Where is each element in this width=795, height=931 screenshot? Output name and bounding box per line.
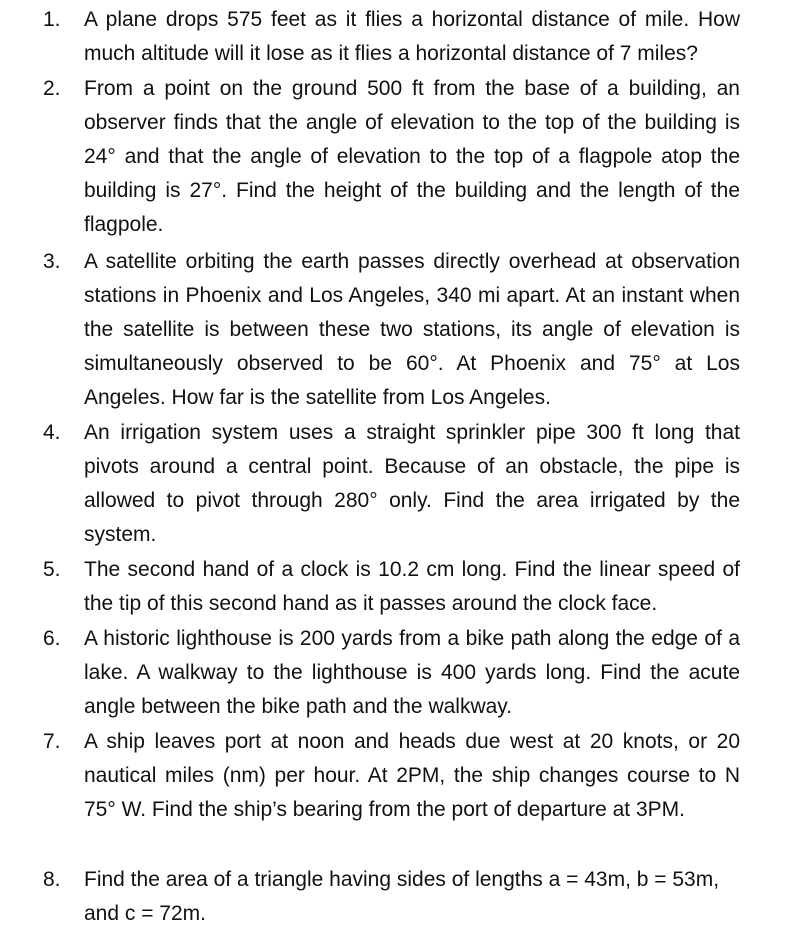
problem-number: 1. <box>43 8 61 31</box>
problem-number: 3. <box>43 250 61 273</box>
problem-text: The second hand of a clock is 10.2 cm long. Find the linear speed of the tip of this second hand as it passes around the clock face. <box>84 558 740 615</box>
problem-text: An irrigation system uses a straight sprinkler pipe 300 ft long that pivots around a central point. Because of an obstacle, the pipe is allowed to pivot through 280° only. Find the area irrigated by the system. <box>84 421 740 546</box>
problem-number: 2. <box>43 77 61 100</box>
problem-number: 6. <box>43 627 61 650</box>
problem-number: 5. <box>43 558 61 581</box>
problem-number: 8. <box>43 868 61 891</box>
problem-text: A historic lighthouse is 200 yards from a bike path along the edge of a lake. A walkway to the lighthouse is 400 yards long. Find the acute angle between the bike path and the walkway. <box>84 627 740 718</box>
problem-number: 4. <box>43 421 61 444</box>
problem-text: Find the area of a triangle having sides of lengths a = 43m, b = 53m, and c = 72m. <box>84 868 720 925</box>
problem-text: From a point on the ground 500 ft from the base of a building, an observer finds that the angle of elevation to the top of the building is 24° and that the angle of elevation to the top of a flagpole atop the building is 27°. Find the height of the building and the length of the flagpole. <box>84 77 740 236</box>
problem-text: A ship leaves port at noon and heads due west at 20 knots, or 20 nautical miles (nm) per hour. At 2PM, the ship changes course to N 75° W. Find the ship’s bearing from the port of departure at 3PM. <box>84 730 740 821</box>
problem-number: 7. <box>43 730 61 753</box>
problem-text: A satellite orbiting the earth passes directly overhead at observation stations in Phoenix and Los Angeles, 340 mi apart. At an instant when the satellite is between these two stations, its angle of elevation is simultaneously observed to be 60°. At Phoenix and 75° at Los Angeles. How far is the satellite from Los Angeles. <box>84 250 740 409</box>
problem-text: A plane drops 575 feet as it flies a horizontal distance of mile. How much altitude will it lose as it flies a horizontal distance of 7 miles? <box>84 8 740 65</box>
